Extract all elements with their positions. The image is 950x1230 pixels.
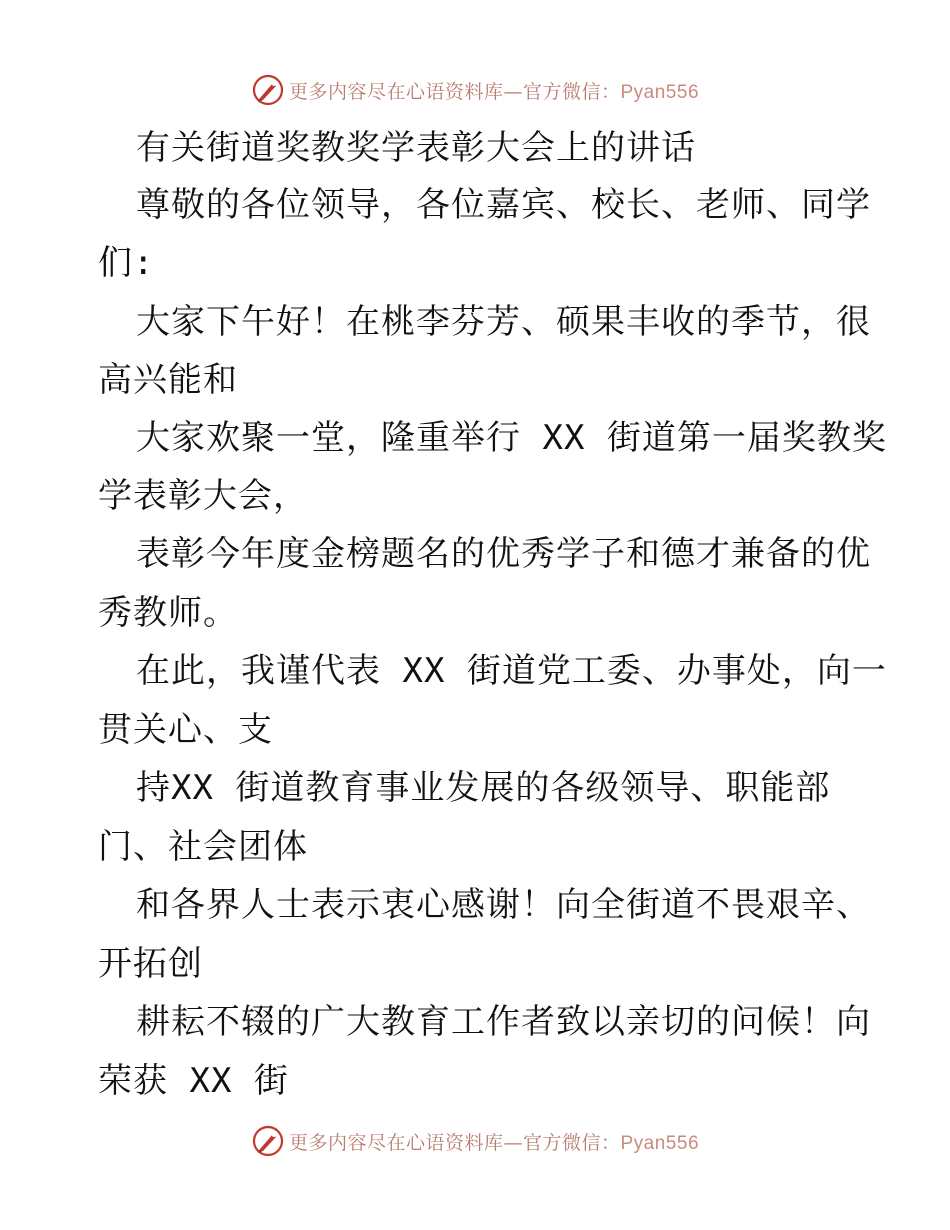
- text-line: 大家下午好！在桃李芬芳、硕果丰收的季节，很: [136, 302, 871, 342]
- watermark-handle: Pyan556: [620, 1132, 700, 1154]
- text-line: 秀教师。: [98, 593, 238, 633]
- text-line: 门、社会团体: [98, 827, 308, 867]
- text-line: 大家欢聚一堂，隆重举行 XX 街道第一届奖教奖: [136, 418, 887, 458]
- watermark-text: 更多内容尽在心语资料库—官方微信：Pyan556: [288, 80, 700, 103]
- text-line: 贯关心、支: [98, 710, 273, 750]
- text-line: 尊敬的各位领导，各位嘉宾、校长、老师、同学: [136, 185, 871, 225]
- text-line: 在此，我谨代表 XX 街道党工委、办事处，向一: [136, 651, 887, 691]
- text-line: 表彰今年度金榜题名的优秀学子和德才兼备的优: [136, 534, 871, 574]
- pen-logo-icon: [251, 73, 285, 107]
- text-line: 们:: [98, 243, 155, 283]
- text-line: 高兴能和: [98, 360, 238, 400]
- text-line: 学表彰大会，: [98, 476, 308, 516]
- text-line: 开拓创: [98, 944, 203, 984]
- text-line: 耕耘不辍的广大教育工作者致以亲切的问候！向: [136, 1002, 871, 1042]
- watermark-text: 更多内容尽在心语资料库—官方微信：Pyan556: [288, 1131, 700, 1154]
- text-line: 持XX 街道教育事业发展的各级领导、职能部: [136, 768, 831, 808]
- pen-logo-icon: [251, 1124, 285, 1158]
- document-title: 有关街道奖教奖学表彰大会上的讲话: [136, 128, 696, 168]
- watermark-handle: Pyan556: [620, 81, 700, 103]
- text-line: 和各界人士表示衷心感谢！向全街道不畏艰辛、: [136, 885, 871, 925]
- footer-watermark: [0, 1123, 950, 1159]
- header-watermark: [0, 72, 950, 108]
- text-line: 荣获 XX 街: [98, 1061, 289, 1101]
